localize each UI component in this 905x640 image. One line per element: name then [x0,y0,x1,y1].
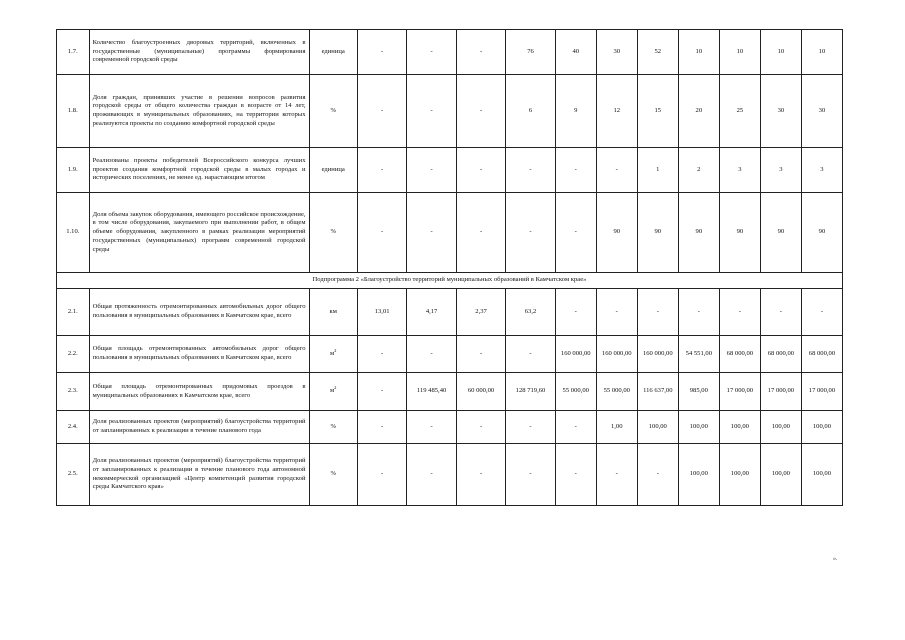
row-number: 2.4. [57,411,90,444]
value-cell: - [456,148,505,193]
row-number: 2.1. [57,289,90,336]
value-cell: - [407,193,456,273]
value-cell: 100,00 [719,411,760,444]
unit-cell [309,193,357,273]
value-cell: - [357,75,406,148]
indicator-table [56,29,843,506]
unit-superscript: 2 [334,347,337,353]
unit-superscript: 2 [334,384,337,390]
value-cell: 10 [801,30,842,75]
subprogram-header-row [57,273,843,289]
value-cell: - [801,289,842,336]
value-cell: 40 [555,30,596,75]
table-row [57,373,843,411]
subprogram-title: Подпрограмма 2 «Благоустройство территорий муниципальных образований в Камчатском крае» [57,273,843,289]
value-cell: 3 [760,148,801,193]
unit-cell [309,411,357,444]
indicator-name: Доля объема закупок оборудования, имеющего российское происхождение, в том числе оборудования, закупаемого при выполнении работ, в общем объеме оборудования, закупленного в рамках реализации мероприятий государственных (муниципальных) программ современной городской среды [89,193,309,273]
indicator-name: Доля граждан, принявших участие в решении вопросов развития городской среды от общего количества граждан в возрасте от 14 лет, проживающих в муниципальных образованиях, на территории которых реализуются проекты по созданию комфортной городской среды [89,75,309,148]
table-body-subprogram-2 [57,289,843,506]
unit-cell [309,373,357,411]
value-cell: - [407,30,456,75]
table-row [57,148,843,193]
unit-label: м [329,387,335,395]
indicator-name: Общая площадь отремонтированных придомовых проездов в муниципальных образованиях в Камчатском крае, всего [89,373,309,411]
value-cell: 90 [760,193,801,273]
indicator-name: Общая протяженность отремонтированных автомобильных дорог общего пользования в муниципальных образованиях в Камчатском крае, всего [89,289,309,336]
row-number: 2.5. [57,444,90,506]
value-cell: 100,00 [637,411,678,444]
value-cell: - [357,193,406,273]
value-cell: - [456,30,505,75]
unit-cell [309,289,357,336]
value-cell: - [637,289,678,336]
value-cell: - [407,444,456,506]
value-cell: - [555,148,596,193]
table-body-subprogram-2-header [57,273,843,289]
value-cell: 60 000,00 [456,373,505,411]
value-cell: 13,01 [357,289,406,336]
value-cell: - [506,444,555,506]
value-cell: 30 [596,30,637,75]
value-cell: 90 [801,193,842,273]
unit-cell [309,336,357,373]
value-cell: - [357,148,406,193]
value-cell: - [637,444,678,506]
value-cell: - [357,444,406,506]
value-cell: 63,2 [506,289,555,336]
value-cell: 30 [801,75,842,148]
unit-label: км [329,307,337,315]
value-cell: 100,00 [760,444,801,506]
unit-label: % [330,422,336,430]
value-cell: 68 000,00 [760,336,801,373]
value-cell: - [506,193,555,273]
value-cell: 20 [678,75,719,148]
value-cell: 160 000,00 [637,336,678,373]
table-row [57,336,843,373]
value-cell: 100,00 [719,444,760,506]
table-row [57,411,843,444]
table-row [57,30,843,75]
unit-label: единица [321,47,345,55]
table-row [57,444,843,506]
value-cell: - [407,411,456,444]
value-cell: - [555,411,596,444]
indicator-name: Реализованы проекты победителей Всероссийского конкурса лучших проектов создания комфортной городской среды в малых городах и исторических поселениях, не менее ед. нарастающим итогом [89,148,309,193]
value-cell: 12 [596,75,637,148]
value-cell: 2,37 [456,289,505,336]
value-cell: - [555,289,596,336]
unit-label: % [330,470,336,478]
value-cell: - [760,289,801,336]
value-cell: 128 719,60 [506,373,555,411]
table-body-subprogram-1 [57,30,843,273]
value-cell: - [456,336,505,373]
value-cell: 55 000,00 [596,373,637,411]
value-cell: 10 [678,30,719,75]
value-cell: - [596,289,637,336]
value-cell: 160 000,00 [555,336,596,373]
value-cell: 100,00 [801,444,842,506]
value-cell: 17 000,00 [801,373,842,411]
value-cell: - [506,411,555,444]
value-cell: 985,00 [678,373,719,411]
value-cell: 1 [637,148,678,193]
value-cell: - [456,411,505,444]
value-cell: 4,17 [407,289,456,336]
value-cell: - [678,289,719,336]
value-cell: 68 000,00 [719,336,760,373]
row-number: 1.9. [57,148,90,193]
value-cell: - [357,411,406,444]
value-cell: - [506,148,555,193]
row-number: 2.3. [57,373,90,411]
indicator-name: Общая площадь отремонтированных автомобильных дорог общего пользования в муниципальных образованиях в Камчатском крае, всего [89,336,309,373]
value-cell: - [357,373,406,411]
value-cell: 54 551,00 [678,336,719,373]
value-cell: 100,00 [760,411,801,444]
value-cell: - [596,444,637,506]
value-cell: 2 [678,148,719,193]
unit-cell [309,444,357,506]
indicator-table-page [56,29,843,506]
value-cell: - [407,148,456,193]
value-cell: 100,00 [678,444,719,506]
value-cell: 25 [719,75,760,148]
row-number: 1.8. [57,75,90,148]
value-cell: - [506,336,555,373]
value-cell: 68 000,00 [801,336,842,373]
value-cell: 1,00 [596,411,637,444]
value-cell: - [407,336,456,373]
value-cell: 9 [555,75,596,148]
table-row [57,75,843,148]
unit-cell [309,148,357,193]
indicator-name: Доля реализованных проектов (мероприятий) благоустройства территорий от запланированных к реализации в течение планового года [89,411,309,444]
value-cell: 119 485,40 [407,373,456,411]
value-cell: 52 [637,30,678,75]
page-end-mark: ». [833,556,838,562]
indicator-name: Количество благоустроенных дворовых территорий, включенных в государственные (муниципальные) программы формирования современной городской среды [89,30,309,75]
value-cell: 17 000,00 [760,373,801,411]
value-cell: 100,00 [801,411,842,444]
value-cell: - [719,289,760,336]
unit-label: единица [321,165,345,173]
unit-label: % [330,228,336,236]
value-cell: 90 [637,193,678,273]
value-cell: - [456,444,505,506]
value-cell: 10 [760,30,801,75]
unit-cell [309,30,357,75]
value-cell: 6 [506,75,555,148]
value-cell: 3 [801,148,842,193]
value-cell: 116 637,00 [637,373,678,411]
value-cell: - [357,336,406,373]
value-cell: 15 [637,75,678,148]
value-cell: 160 000,00 [596,336,637,373]
value-cell: - [596,148,637,193]
value-cell: 90 [719,193,760,273]
value-cell: 100,00 [678,411,719,444]
value-cell: - [407,75,456,148]
value-cell: 17 000,00 [719,373,760,411]
value-cell: - [555,193,596,273]
value-cell: - [456,193,505,273]
value-cell: 3 [719,148,760,193]
value-cell: 30 [760,75,801,148]
row-number: 2.2. [57,336,90,373]
value-cell: 90 [678,193,719,273]
row-number: 1.10. [57,193,90,273]
unit-cell [309,75,357,148]
value-cell: - [357,30,406,75]
indicator-name: Доля реализованных проектов (мероприятий) благоустройства территорий от запланированных к реализации в течение планового года автономной некоммерческой организацией «Центр компетенций развития городской среды Камчатского края» [89,444,309,506]
value-cell: 55 000,00 [555,373,596,411]
value-cell: 90 [596,193,637,273]
unit-label: м [329,349,335,357]
value-cell: - [456,75,505,148]
value-cell: - [555,444,596,506]
table-row [57,289,843,336]
value-cell: 10 [719,30,760,75]
value-cell: 76 [506,30,555,75]
row-number: 1.7. [57,30,90,75]
unit-label: % [330,106,336,114]
table-row [57,193,843,273]
